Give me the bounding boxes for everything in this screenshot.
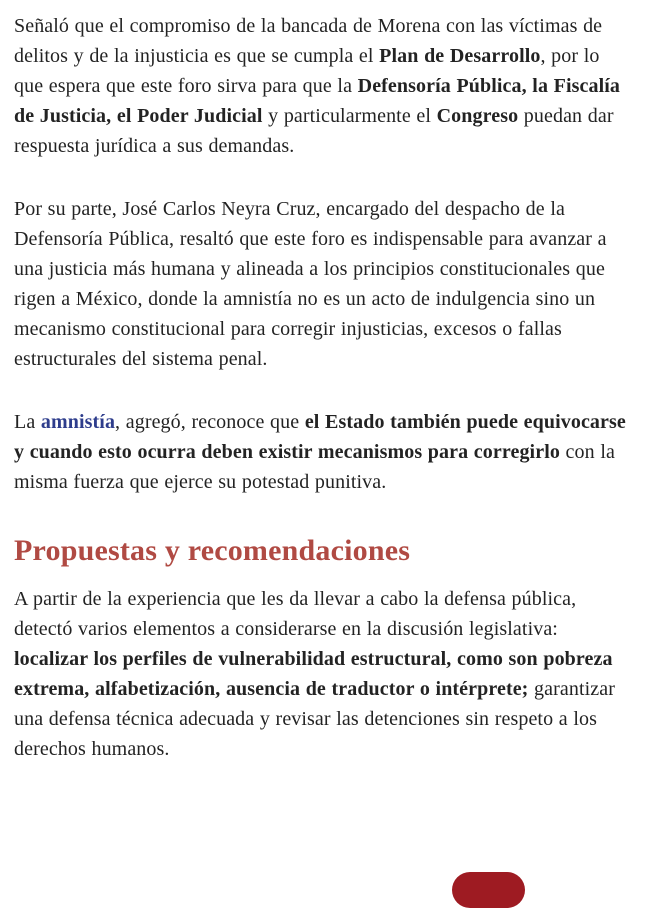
paragraph-morena-commitment [14,11,631,161]
amnistia-link[interactable]: amnistía [40,411,116,433]
paragraph-propuestas [14,584,631,764]
bold-text-segment: Plan de Desarrollo [379,45,541,67]
text-segment: , por lo que espera que este foro sirva para que la [14,45,600,97]
text-segment: con la misma fuerza que ejerce su potestad punitiva. [14,441,615,493]
cut-off-red-pill-button[interactable] [452,872,525,908]
bold-text-segment: Congreso [436,105,519,127]
text-segment: , agregó, reconoce que [115,411,305,433]
text-segment: garantizar una defensa técnica adecuada y revisar las detenciones sin respeto a los derechos humanos. [14,678,615,760]
text-segment: Señaló que el compromiso de la bancada de Morena con las víctimas de delitos y de la injusticia es que se cumpla el [14,15,603,67]
text-segment: A partir de la experiencia que les da llevar a cabo la defensa pública, detectó varios elementos a considerarse en la discusión legislativa: [14,588,577,640]
text-segment: y particularmente el [262,105,437,127]
bold-text-segment: el Estado también puede equivocarse y cuando esto ocurra deben existir mecanismos para corregirlo [14,411,626,463]
text-segment: La [14,411,41,433]
bold-text-segment: Defensoría Pública, la Fiscalía de Justicia, el Poder Judicial [14,75,621,127]
text-segment: Por su parte, José Carlos Neyra Cruz, encargado del despacho de la Defensoría Pública, resaltó que este foro es indispensable para avanzar a una justicia más humana y alineada a los principios constitucionales que rigen a México, donde la amnistía no es un acto de indulgencia sino un mecanismo constitucional para corregir injusticias, excesos o fallas estructurales del sistema penal. [14,198,607,370]
paragraph-neyra-cruz [14,194,631,374]
section-heading-propuestas: Propuestas y recomendaciones [14,534,411,567]
text-segment: puedan dar respuesta jurídica a sus demandas. [14,105,614,157]
paragraph-amnistia [14,407,631,497]
bold-text-segment: localizar los perfiles de vulnerabilidad estructural, como son pobreza extrema, alfabetización, ausencia de traductor o intérprete; [14,648,613,700]
